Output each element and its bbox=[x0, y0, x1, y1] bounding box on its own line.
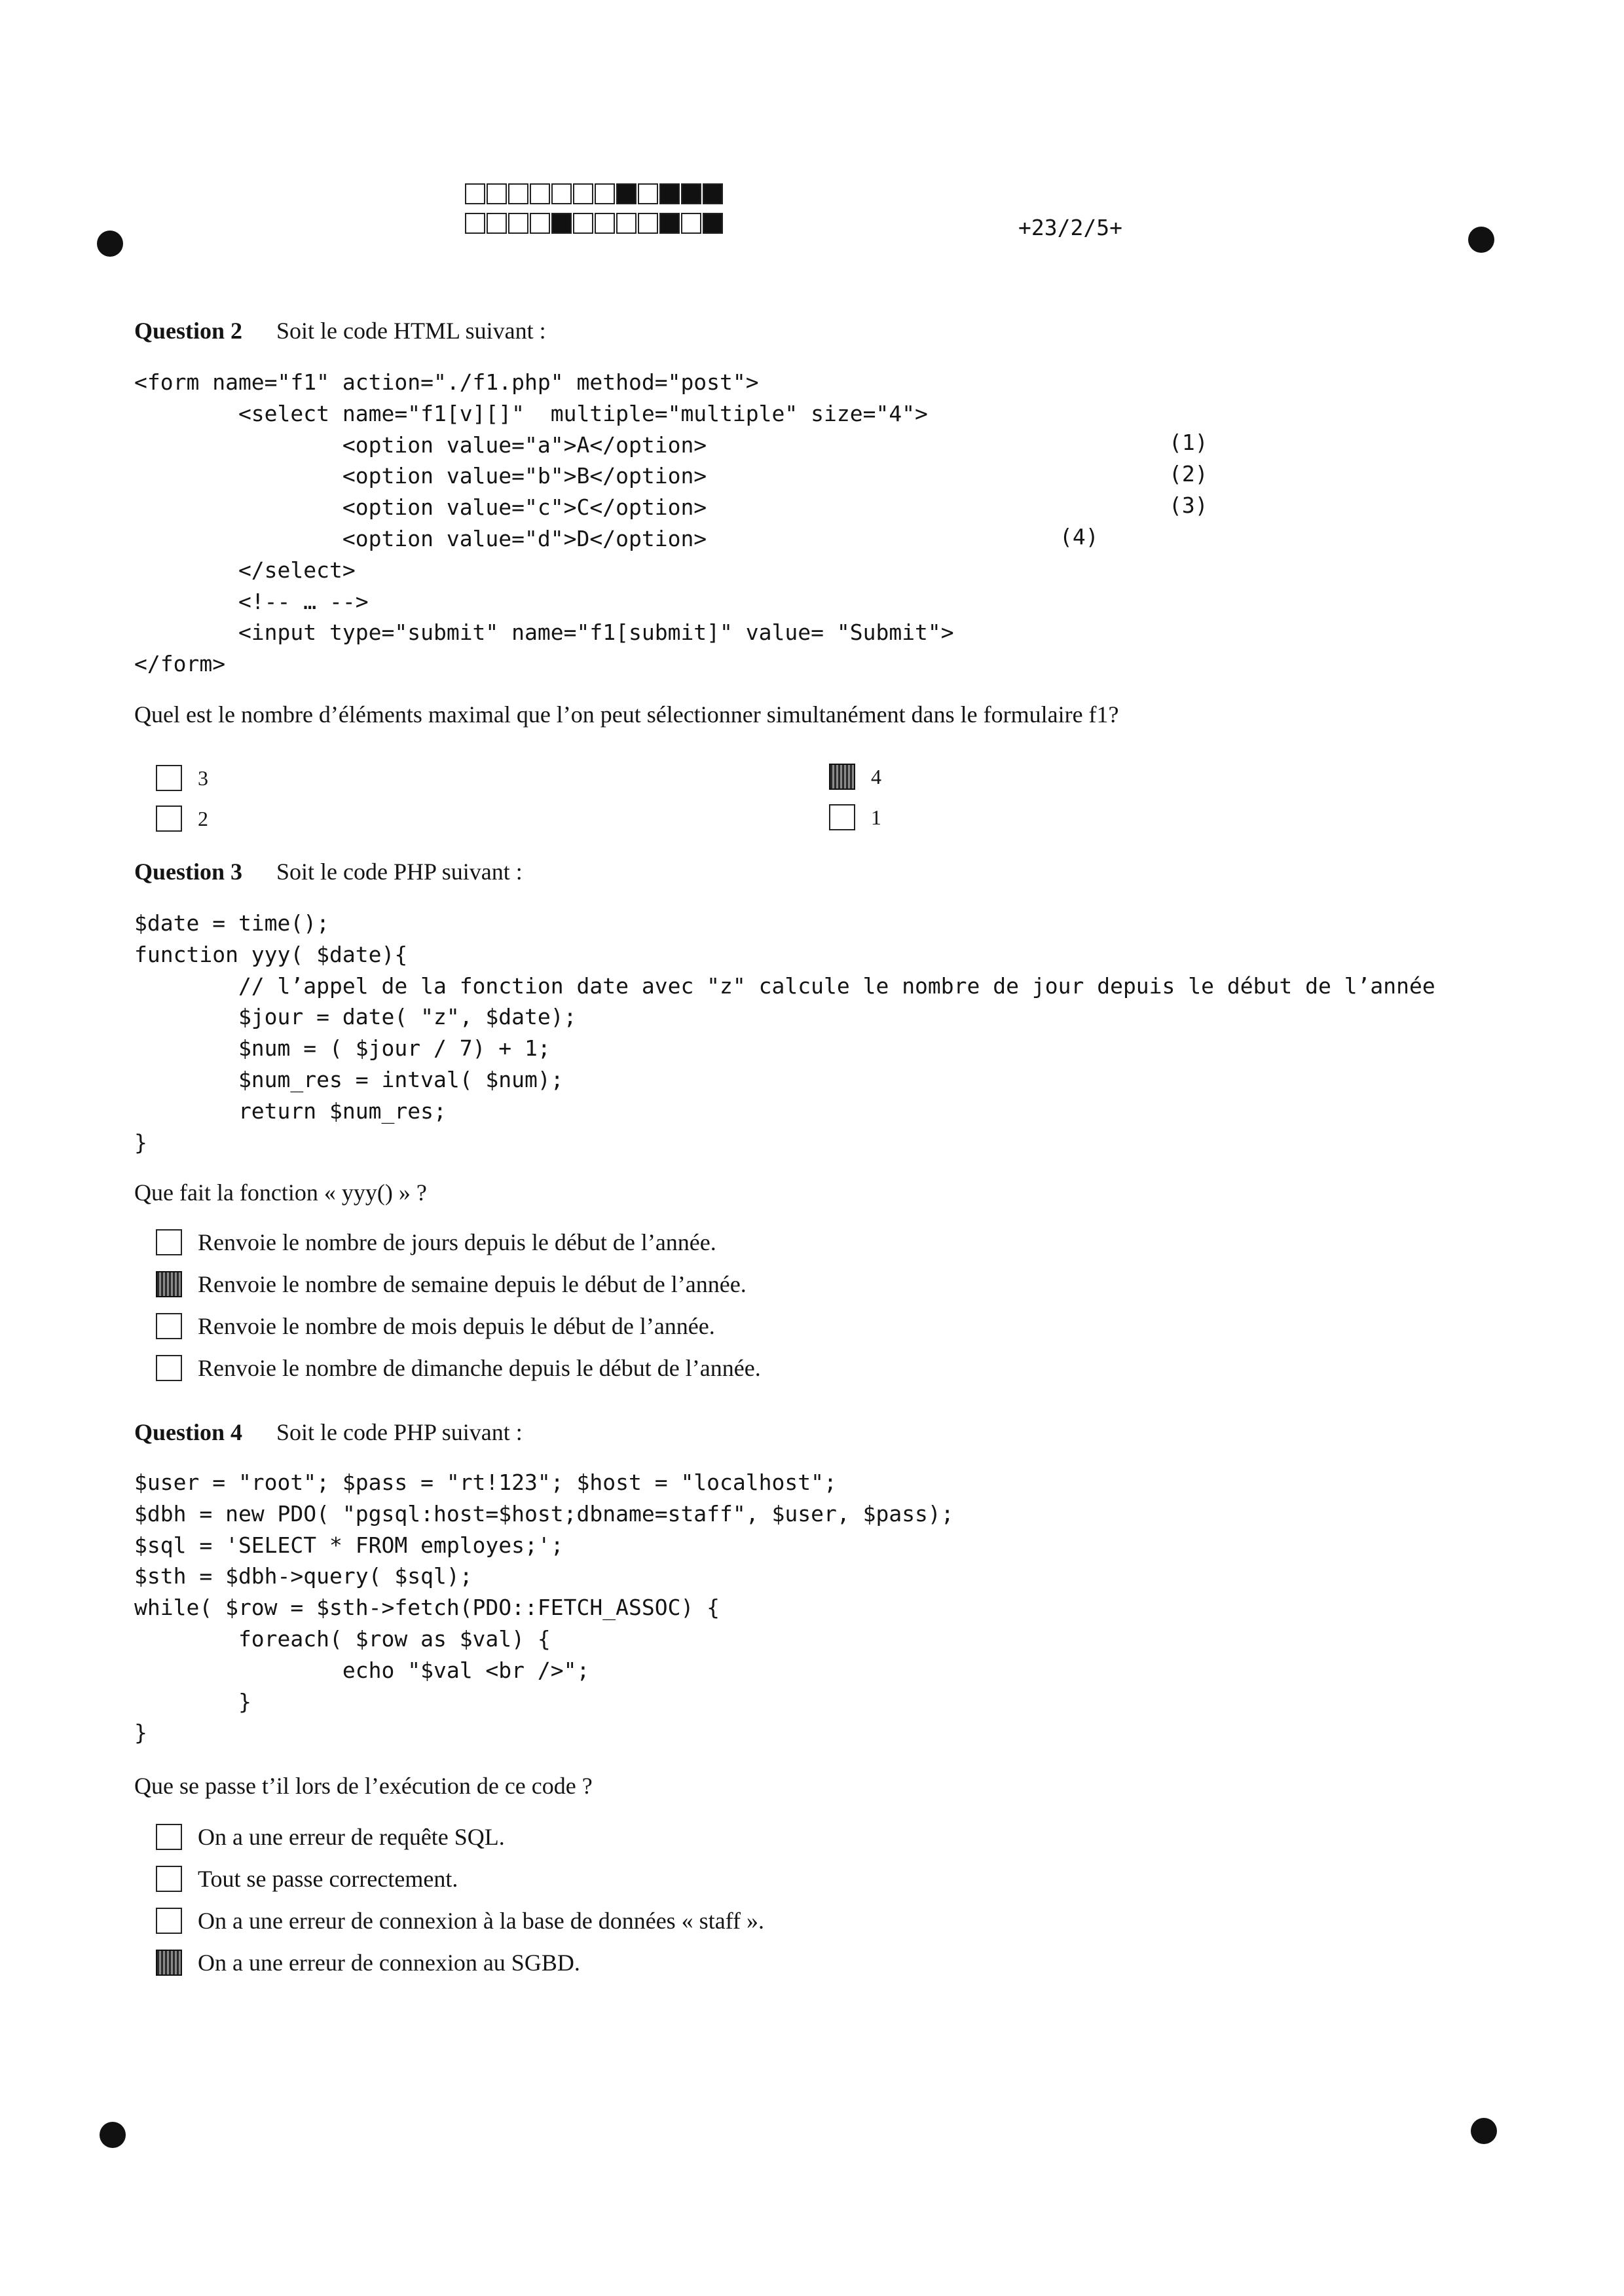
checkbox[interactable] bbox=[156, 1824, 182, 1850]
option-label: On a une erreur de connexion à la base de données « staff ». bbox=[198, 1908, 765, 1934]
annotation-2: (2) bbox=[1169, 461, 1208, 487]
annotation-4: (4) bbox=[1060, 524, 1099, 549]
barcode-row-1 bbox=[465, 183, 724, 207]
barcode-cell bbox=[508, 213, 528, 234]
option-label: 2 bbox=[198, 806, 208, 830]
option-label: Renvoie le nombre de jours depuis le début de l’année. bbox=[198, 1229, 716, 1255]
option-label: 1 bbox=[871, 805, 881, 829]
barcode-cell bbox=[616, 183, 637, 204]
registration-mark-top-left bbox=[97, 231, 123, 257]
checkbox[interactable] bbox=[156, 1908, 182, 1934]
barcode-cell bbox=[530, 183, 550, 204]
checkbox[interactable] bbox=[156, 1271, 182, 1297]
annotation-1: (1) bbox=[1169, 430, 1208, 455]
option-label: 4 bbox=[871, 764, 881, 788]
q2-option-2[interactable] bbox=[156, 805, 208, 832]
barcode-cell bbox=[487, 183, 507, 204]
option-label: Renvoie le nombre de dimanche depuis le début de l’année. bbox=[198, 1355, 761, 1381]
question-3-header bbox=[134, 858, 523, 885]
barcode-cell bbox=[616, 213, 637, 234]
barcode-row-2 bbox=[465, 213, 724, 236]
checkbox[interactable] bbox=[829, 804, 855, 830]
checkbox[interactable] bbox=[156, 1950, 182, 1976]
question-intro: Soit le code PHP suivant : bbox=[276, 1419, 523, 1445]
question-3-prompt: Que fait la fonction « yyy() » ? bbox=[134, 1179, 427, 1206]
barcode-cell bbox=[681, 213, 701, 234]
checkbox[interactable] bbox=[829, 764, 855, 790]
php-code-block: $date = time(); function yyy( $date){ // l’appel de la fonction date avec "z" calcule le nombre de jour depuis le début de l’année $jour = date( "z", $date); $num = ( $jour / 7) + 1; $num_res = intval( $num); return $num_res; } bbox=[134, 910, 1435, 1155]
question-intro: Soit le code HTML suivant : bbox=[276, 318, 546, 344]
option-label: Renvoie le nombre de semaine depuis le début de l’année. bbox=[198, 1271, 747, 1297]
question-4-header bbox=[134, 1418, 523, 1446]
barcode-cell bbox=[659, 183, 680, 204]
q3-option-days[interactable] bbox=[156, 1229, 716, 1256]
barcode-cell bbox=[638, 183, 658, 204]
question-number: Question 3 bbox=[134, 859, 243, 885]
barcode-cell bbox=[573, 213, 593, 234]
registration-mark-bottom-left bbox=[100, 2122, 126, 2148]
q3-option-sundays[interactable] bbox=[156, 1354, 761, 1382]
barcode-cell bbox=[659, 213, 680, 234]
q2-option-1[interactable] bbox=[829, 804, 881, 830]
barcode-cell bbox=[681, 183, 701, 204]
barcode-cell bbox=[595, 213, 615, 234]
php-code-block: $user = "root"; $pass = "rt!123"; $host = "localhost"; $dbh = new PDO( "pgsql:host=$host;dbname=staff", $user, $pass); $sql = 'SELECT * FROM employes;'; $sth = $dbh->query( $sql); while( $row = $sth->fetch(PDO::FETCH_ASSOC) { foreach( $row as $val) { echo "$val <br />"; } } bbox=[134, 1470, 954, 1746]
barcode-cell bbox=[703, 213, 723, 234]
q4-option-db-error[interactable] bbox=[156, 1907, 764, 1935]
q4-option-sql-error[interactable] bbox=[156, 1823, 505, 1851]
checkbox[interactable] bbox=[156, 805, 182, 832]
question-2-header bbox=[134, 317, 546, 344]
barcode-cell bbox=[573, 183, 593, 204]
checkbox[interactable] bbox=[156, 1866, 182, 1892]
option-label: Renvoie le nombre de mois depuis le début de l’année. bbox=[198, 1313, 715, 1339]
annotation-3: (3) bbox=[1169, 492, 1208, 518]
q4-option-success[interactable] bbox=[156, 1865, 458, 1893]
html-code-block: <form name="f1" action="./f1.php" method="post"> <select name="f1[v][]" multiple="multiple" size="4"> <option value="a">A</option> <option value="b">B</option> <option value="c">C</option> <option value="d">D</option> </select> <!-- … --> <input type="submit" name="f1[submit]" value= "Submit"> </form> bbox=[134, 369, 954, 677]
question-intro: Soit le code PHP suivant : bbox=[276, 859, 523, 885]
barcode-cell bbox=[487, 213, 507, 234]
barcode-cell bbox=[508, 183, 528, 204]
checkbox[interactable] bbox=[156, 1313, 182, 1339]
barcode-cell bbox=[638, 213, 658, 234]
checkbox[interactable] bbox=[156, 1355, 182, 1381]
q3-option-weeks[interactable] bbox=[156, 1270, 747, 1298]
registration-mark-bottom-right bbox=[1471, 2118, 1497, 2144]
barcode-cell bbox=[551, 183, 572, 204]
barcode-cell bbox=[465, 213, 485, 234]
option-label: On a une erreur de requête SQL. bbox=[198, 1824, 505, 1850]
registration-mark-top-right bbox=[1468, 227, 1494, 253]
question-4-prompt: Que se passe t’il lors de l’exécution de ce code ? bbox=[134, 1773, 593, 1799]
q3-option-months[interactable] bbox=[156, 1312, 715, 1340]
option-label: 3 bbox=[198, 766, 208, 790]
q4-option-sgbd-error[interactable] bbox=[156, 1949, 580, 1976]
barcode-cell bbox=[551, 213, 572, 234]
option-label: Tout se passe correctement. bbox=[198, 1866, 458, 1892]
barcode-cell bbox=[465, 183, 485, 204]
checkbox[interactable] bbox=[156, 765, 182, 791]
question-number: Question 2 bbox=[134, 318, 243, 344]
question-2-prompt: Quel est le nombre d’éléments maximal que l’on peut sélectionner simultanément dans le formulaire f1? bbox=[134, 701, 1119, 728]
q2-option-4[interactable] bbox=[829, 764, 881, 790]
option-label: On a une erreur de connexion au SGBD. bbox=[198, 1950, 580, 1976]
barcode-cell bbox=[595, 183, 615, 204]
question-number: Question 4 bbox=[134, 1419, 243, 1445]
checkbox[interactable] bbox=[156, 1229, 182, 1255]
q2-option-3[interactable] bbox=[156, 765, 208, 791]
barcode-cell bbox=[530, 213, 550, 234]
barcode-cell bbox=[703, 183, 723, 204]
exam-id: +23/2/5+ bbox=[1018, 215, 1122, 240]
